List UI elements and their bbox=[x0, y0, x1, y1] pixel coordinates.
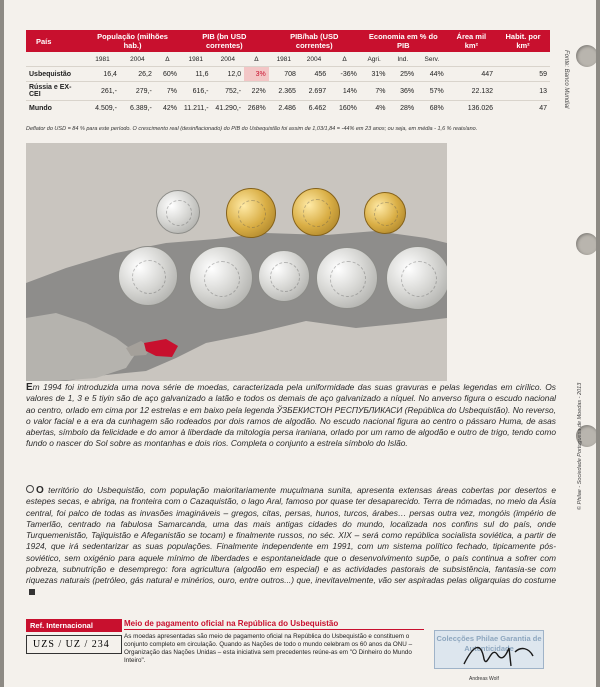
album-page bbox=[4, 0, 596, 687]
table-row bbox=[26, 82, 550, 101]
table-cell: 22% bbox=[244, 82, 269, 101]
payment-title: Meio de pagamento oficial na República do Usbequistão bbox=[124, 619, 424, 630]
coin-description bbox=[26, 382, 556, 450]
drop-cap: E bbox=[26, 382, 33, 393]
subheader-empty bbox=[26, 52, 85, 67]
col-gdp: PIB (bn USD correntes) bbox=[180, 30, 269, 52]
table-cell: 6.389,- bbox=[120, 101, 155, 116]
table-cell: 136.026 bbox=[447, 101, 496, 116]
table-cell: 11,6 bbox=[180, 67, 212, 82]
table-cell: 2.365 bbox=[269, 82, 299, 101]
table-cell: 7% bbox=[360, 82, 389, 101]
statistics-table bbox=[26, 30, 550, 115]
subheader: 2004 bbox=[306, 55, 322, 63]
paragraph-text: m 1994 foi introduzida uma nova série de moedas, caracterizada pela uniformidade das suas gravuras e pelas legendas em cirílico. Os valores de 1, 3 e 5 tiyin são de aço galvanizado a latão e todos os demais de aço galvanizado a níquel. No anverso figura o escudo nacional ao centro, orlado em cima por 12 estrelas e em baixo pela legenda ЎЗБЕКИСТОН РЕСПУБЛИКАСИ (República do Usbequistão). No reverso, o valor facial e a era da cunhagem são rodeados por dois ramos de algodão. No escudo nacional figura ao centro o pássaro Huma, de asas abertas, símbolo da felicidade e do amor à liberdade da mitologia persa iraniana, orlado por um ramo de algodão e outro de trigo, tendo como fundo o nascer do Sol sobre as montanhas e dois rios. Completa o conjunto a estrela símbolo do Islão. bbox=[26, 382, 556, 449]
table-cell: 22.132 bbox=[447, 82, 496, 101]
coin bbox=[364, 192, 406, 234]
subheader-empty bbox=[496, 52, 550, 67]
table-cell: 28% bbox=[388, 101, 417, 116]
table-row bbox=[26, 101, 550, 116]
table-cell: 36% bbox=[388, 82, 417, 101]
authenticity-seal: Colecções Philae Garantia de Autenticidade bbox=[434, 630, 544, 669]
binder-hole bbox=[576, 45, 596, 67]
table-cell: 14% bbox=[329, 82, 360, 101]
col-gdp-per-capita: PIB/hab (USD correntes) bbox=[269, 30, 360, 52]
table-cell: 60% bbox=[155, 67, 180, 82]
table-cell: 68% bbox=[417, 101, 447, 116]
coin bbox=[258, 250, 310, 302]
table-header-row bbox=[26, 30, 550, 52]
table-cell: 2.697 bbox=[299, 82, 329, 101]
subheader: Δ bbox=[342, 55, 347, 63]
col-population: População (milhões hab.) bbox=[85, 30, 180, 52]
subheader: 1981 bbox=[276, 55, 292, 63]
reference-code: UZS / UZ / 234 bbox=[26, 635, 122, 654]
subheader: Agri. bbox=[367, 55, 381, 63]
table-cell: 11.211,- bbox=[180, 101, 212, 116]
table-cell: -36% bbox=[329, 67, 360, 82]
coin bbox=[226, 188, 276, 238]
subheader: Δ bbox=[254, 55, 259, 63]
table-cell: 261,- bbox=[85, 82, 120, 101]
coin bbox=[118, 246, 178, 306]
reference-label: Ref. Internacional bbox=[26, 619, 122, 632]
reference-box bbox=[26, 619, 122, 654]
payment-text: As moedas apresentadas são meio de pagamento oficial na República do Usbequistão e constituem o conjunto completo em circulação. Quando as Nações de todo o mundo celebram os 60 anos da ONU – Organização das Nações Unidas – esta iniciativa sem precedentes reúne-as em "O Dinheiro do Mundo Inteiro". bbox=[124, 633, 413, 664]
subheader: Δ bbox=[165, 55, 170, 63]
table-cell: 41.290,- bbox=[212, 101, 245, 116]
coin-illustration bbox=[26, 143, 447, 381]
table-footnote: Deflator do USD = 84 % para este período. O crescimento real (desinflacionado) do PIB do Usbequistão foi assim de 1,03/1,84 = -44% em 23 anos; ou seja, em média - 1,6 % reais/ano. bbox=[26, 126, 478, 132]
col-area: Área mil km² bbox=[447, 30, 496, 52]
col-density: Habit. por km² bbox=[496, 30, 550, 52]
page-footer bbox=[4, 614, 596, 687]
table-cell: 4.509,- bbox=[85, 101, 120, 116]
coin bbox=[156, 190, 200, 234]
table-cell: 12,0 bbox=[212, 67, 245, 82]
country-history bbox=[26, 485, 556, 598]
table-cell: 2.486 bbox=[269, 101, 299, 116]
payment-note bbox=[124, 619, 424, 665]
table-cell: 7% bbox=[155, 82, 180, 101]
table-cell: 279,- bbox=[120, 82, 155, 101]
subheader: 2004 bbox=[130, 55, 145, 63]
copyright-note: © Philae - Sociedade Portuguesa de Moedas - 2013 bbox=[577, 382, 583, 510]
table-cell-highlight: 3% bbox=[244, 67, 269, 82]
coin bbox=[292, 188, 340, 236]
cell-country: Mundo bbox=[26, 101, 85, 116]
subheader: 2004 bbox=[220, 55, 236, 63]
table-cell: 31% bbox=[360, 67, 389, 82]
col-country: País bbox=[26, 30, 85, 52]
table-cell: 708 bbox=[269, 67, 299, 82]
signature-icon bbox=[459, 634, 539, 674]
table-cell: 25% bbox=[388, 67, 417, 82]
table-cell: 456 bbox=[299, 67, 329, 82]
table-cell: 26,2 bbox=[120, 67, 155, 82]
table-cell: 6.462 bbox=[299, 101, 329, 116]
table-cell: 16,4 bbox=[85, 67, 120, 82]
subheader: 1981 bbox=[188, 55, 203, 63]
table-cell: 160% bbox=[329, 101, 360, 116]
subheader: Serv. bbox=[424, 55, 440, 63]
signer-name: Andreas Wolf bbox=[469, 676, 499, 682]
source-note: Fonte: Banco Mundial bbox=[563, 50, 569, 109]
drop-cap: O bbox=[36, 485, 44, 496]
table-cell: 42% bbox=[155, 101, 180, 116]
subheader: Ind. bbox=[397, 55, 409, 63]
table-row bbox=[26, 67, 550, 82]
table-cell: 268% bbox=[244, 101, 269, 116]
end-mark-icon bbox=[29, 589, 35, 595]
cell-country: Rússia e EX-CEI bbox=[26, 82, 85, 101]
bullet-icon bbox=[26, 485, 34, 493]
table-cell: 616,- bbox=[180, 82, 212, 101]
coin bbox=[189, 246, 253, 310]
table-cell: 47 bbox=[496, 101, 550, 116]
table-cell: 44% bbox=[417, 67, 447, 82]
table-cell: 447 bbox=[447, 67, 496, 82]
cell-country: Usbequistão bbox=[26, 67, 85, 82]
table-cell: 59 bbox=[496, 67, 550, 82]
coin bbox=[386, 246, 447, 310]
table-cell: 4% bbox=[360, 101, 389, 116]
binder-hole bbox=[576, 233, 596, 255]
subheader: 1981 bbox=[95, 55, 110, 63]
table-cell: 57% bbox=[417, 82, 447, 101]
paragraph-text: território do Usbequistão, com população maioritariamente muçulmana sunita, apresenta extensas áreas cobertas por desertos e estepes secas, e abriga, na fronteira com o Cazaquistão, o lago Aral, famoso por quase ter desaparecido. Terra de nómadas, no meio da Ásia central, foi palco de todas as invasões imagináveis – gregos, citas, persas, hunos, turcos, árabes… persas outra vez, mongóis (império de Tamerlão, centrado na fabulosa Samarcanda, uma das mais antigas cidades do mundo, localizada nos confins sul do país, onde Turquemenistão, Tajiquistão e Afeganistão se tocam) e finalmente russos, no séc. XIX – será como república socialista soviética, a partir de 1924, que irá sedentarizar as suas populações. Finalmente independente em 1991, com um sistema político fechado, tipicamente pós-soviético, sem oxigénio para aquele mínimo de liberdades e espontaneidade que o desenvolvimento supõe, o país continua a sofrer com pobreza, subnutrição e desemprego: fora agricultura (algodão em especial) e as actividades pastorais de subsistência, fantasia-se com riquezas naturais (petróleo, gás natural e minérios, ouro, entre outros...) que, inevitavelmente, vão ser aspiradas pelas oligarquias do costume bbox=[26, 485, 556, 586]
table-cell: 752,- bbox=[212, 82, 245, 101]
subheader-empty bbox=[447, 52, 496, 67]
table-subheader-row bbox=[26, 52, 550, 67]
col-economy: Economia em % do PIB bbox=[360, 30, 447, 52]
table-cell: 13 bbox=[496, 82, 550, 101]
coin bbox=[316, 247, 378, 309]
